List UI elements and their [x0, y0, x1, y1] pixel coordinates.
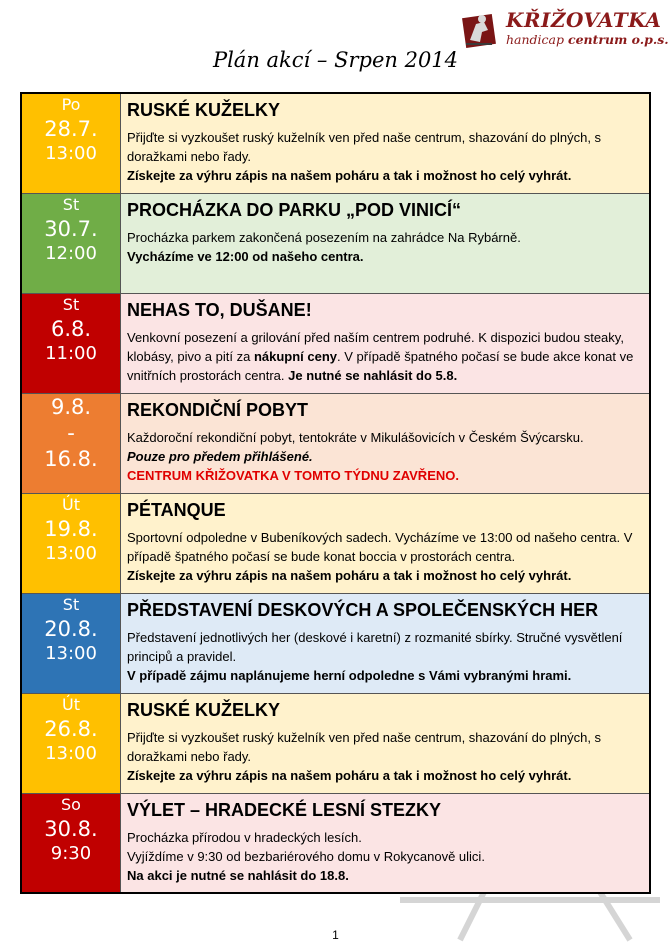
logo-subtitle-part: handicap [506, 32, 568, 47]
event-date-line: 16.8. [44, 446, 98, 471]
logo-figure-icon [462, 10, 498, 48]
event-date-line: Po [61, 95, 81, 114]
event-heading: VÝLET – HRADECKÉ LESNÍ STEZKY [127, 799, 442, 820]
event-row [21, 693, 650, 793]
event-date-line: 13:00 [45, 143, 97, 164]
event-date-line: 13:00 [45, 742, 97, 764]
event-text: Procházka parkem zakončená posezením na zahrádce Na Rybárně. [127, 229, 521, 245]
event-date-line: 11:00 [45, 342, 97, 364]
event-text: Každoroční rekondiční pobyt, tentokráte v Mikulášovicích v Českém Švýcarsku. [127, 429, 584, 445]
events-table [20, 92, 651, 894]
event-date-line: 9:30 [50, 842, 92, 864]
event-row [21, 93, 650, 193]
event-row [21, 393, 650, 493]
event-date-line: 19.8. [44, 516, 98, 541]
event-info-cell [121, 393, 651, 493]
event-date-line: 20.8. [44, 616, 98, 641]
event-info-cell [121, 693, 651, 793]
event-date-cell [21, 593, 121, 693]
event-text: Sportovní odpoledne v Bubeníkových sadech. Vycházíme ve 13:00 od našeho centra. V případě špatného počasí se bude konat boccia v prostorách centra. [127, 529, 633, 564]
event-heading: PŘEDSTAVENÍ DESKOVÝCH A SPOLEČENSKÝCH HER [127, 599, 599, 620]
event-date-cell [21, 93, 121, 193]
event-date-line: 6.8. [50, 316, 92, 341]
event-date-line: 30.8. [44, 816, 98, 841]
logo [462, 10, 667, 52]
event-date-line: 26.8. [44, 716, 98, 741]
event-date-line: St [62, 594, 80, 614]
event-date-line: 13:00 [45, 542, 97, 564]
event-row [21, 593, 650, 693]
event-info-cell [121, 793, 651, 893]
event-heading: PROCHÁZKA DO PARKU „POD VINICÍ“ [127, 199, 462, 220]
event-text: Procházka přírodou v hradeckých lesích. [127, 829, 362, 845]
event-info-cell [121, 593, 651, 693]
event-date-line: 9.8. [50, 394, 92, 419]
event-date-cell [21, 493, 121, 593]
event-text [127, 328, 643, 385]
event-date-line: 28.7. [44, 117, 98, 141]
event-heading: PÉTANQUE [127, 499, 226, 520]
event-date-line: 30.7. [44, 216, 98, 241]
event-date-line: - [67, 420, 75, 445]
event-row [21, 193, 650, 293]
event-date-line: 13:00 [45, 642, 97, 664]
logo-name: KŘIŽOVATKA [506, 8, 662, 32]
event-date-cell [21, 693, 121, 793]
event-date-cell [21, 793, 121, 893]
event-note: Získejte za výhru zápis na našem poháru a tak i možnost ho celý vyhrát. [127, 767, 572, 783]
event-note: Získejte za výhru zápis na našem poháru a tak i možnost ho celý vyhrát. [127, 567, 572, 583]
event-date-line: 12:00 [45, 242, 97, 264]
event-date-line: Út [62, 494, 80, 514]
event-text-part: Venkovní posezení a grilování před naším centrem podruhé. K dispozici budou steaky, klobásy, pivo a pití za [127, 329, 624, 364]
event-heading: RUSKÉ KUŽELKY [127, 699, 281, 720]
event-info-cell [121, 293, 651, 393]
event-text: Přijďte si vyzkoušet ruský kuželník ven před naše centrum, shazování do plných, s doražkami nebo řady. [127, 729, 602, 764]
event-info-cell [121, 493, 651, 593]
event-date-line: St [62, 294, 80, 314]
event-note: Na akci je nutné se nahlásit do 18.8. [127, 867, 349, 883]
event-heading: REKONDIČNÍ POBYT [127, 399, 309, 420]
event-text: Představení jednotlivých her (deskové i karetní) z rozmanité sbírky. Stručné vysvětlení principů a pravidel. [127, 629, 623, 664]
event-date-cell [21, 393, 121, 493]
event-date-line: So [61, 794, 81, 814]
event-date-line: Út [62, 694, 80, 714]
event-date-cell [21, 193, 121, 293]
event-note: Získejte za výhru zápis na našem poháru a tak i možnost ho celý vyhrát. [127, 168, 572, 183]
event-warning: CENTRUM KŘIŽOVATKA V TOMTO TÝDNU ZAVŘENO. [127, 467, 459, 483]
event-text-part: . V případě špatného počasí se bude akce konat ve vnitřních prostorách centra. [127, 348, 634, 383]
event-row [21, 793, 650, 893]
logo-subtitle [506, 32, 669, 47]
page-number: 1 [332, 928, 339, 942]
event-note: Pouze pro předem přihlášené. [127, 448, 313, 464]
logo-subtitle-part: centrum o.p.s. [567, 32, 669, 47]
event-text-part: nákupní ceny [253, 348, 338, 364]
event-row [21, 293, 650, 393]
event-heading: NEHAS TO, DUŠANE! [127, 299, 312, 320]
event-note: V případě zájmu naplánujeme herní odpoledne s Vámi vybranými hrami. [127, 667, 572, 683]
event-text: Přijďte si vyzkoušet ruský kuželník ven před naše centrum, shazování do plných, s doražkami nebo řady. [127, 130, 602, 164]
event-row [21, 493, 650, 593]
event-heading: RUSKÉ KUŽELKY [127, 100, 281, 120]
event-info-cell [121, 93, 651, 193]
event-info-cell [121, 193, 651, 293]
event-text: Vyjíždíme v 9:30 od bezbariérového domu v Rokycanově ulici. [127, 848, 485, 864]
event-date-line: St [62, 194, 80, 214]
event-date-cell [21, 293, 121, 393]
event-text-part: Je nutné se nahlásit do 5.8. [288, 367, 458, 383]
event-note: Vycházíme ve 12:00 od našeho centra. [127, 248, 364, 264]
page-title: Plán akcí – Srpen 2014 [212, 48, 459, 72]
